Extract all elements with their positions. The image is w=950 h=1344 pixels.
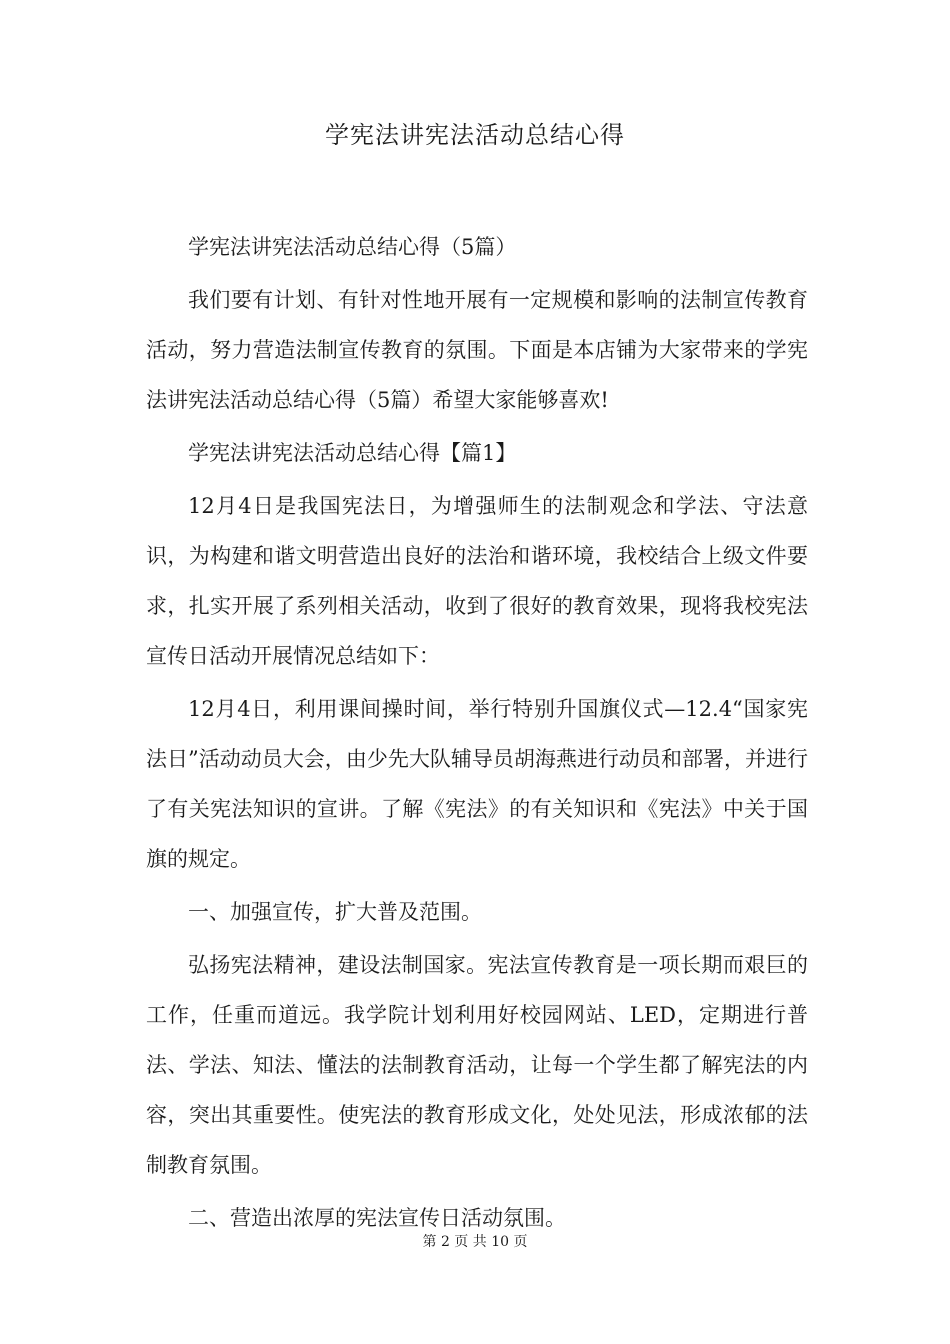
paragraph-body: 12月4日是我国宪法日，为增强师生的法制观念和学法、守法意识，为构建和谐文明营造出良好的法治和谐环境，我校结合上级文件要求，扎实开展了系列相关活动，收到了很好的教育效果，现将我校宪法宣传日活动开展情况总结如下： <box>146 494 808 668</box>
paragraph-section-heading: 学宪法讲宪法活动总结心得【篇1】 <box>188 441 517 465</box>
paragraph-subtitle: 学宪法讲宪法活动总结心得（5篇） <box>188 235 517 259</box>
document-title: 学宪法讲宪法活动总结心得 <box>325 121 625 149</box>
paragraph-intro: 我们要有计划、有针对性地开展有一定规模和影响的法制宣传教育活动，努力营造法制宣传教育的氛围。下面是本店铺为大家带来的学宪法讲宪法活动总结心得（5篇）希望大家能够喜欢! <box>146 288 808 412</box>
page-number-footer: 第 2 页 共 10 页 <box>422 1234 528 1250</box>
paragraph-body: 12月4日，利用课间操时间，举行特别升国旗仪式—12.4“国家宪法日”活动动员大会，由少先大队辅导员胡海燕进行动员和部署，并进行了有关宪法知识的宣讲。了解《宪法》的有关知识和《宪法》中关于国旗的规定。 <box>146 697 808 871</box>
paragraph-heading-2: 二、营造出浓厚的宪法宣传日活动氛围。 <box>188 1206 566 1230</box>
paragraph-heading-1: 一、加强宣传，扩大普及范围。 <box>188 900 482 924</box>
paragraph-body: 弘扬宪法精神，建设法制国家。宪法宣传教育是一项长期而艰巨的工作，任重而道远。我学院计划利用好校园网站、LED，定期进行普法、学法、知法、懂法的法制教育活动，让每一个学生都了解宪法的内容，突出其重要性。使宪法的教育形成文化，处处见法，形成浓郁的法制教育氛围。 <box>146 953 808 1177</box>
document-body <box>146 222 808 1246</box>
